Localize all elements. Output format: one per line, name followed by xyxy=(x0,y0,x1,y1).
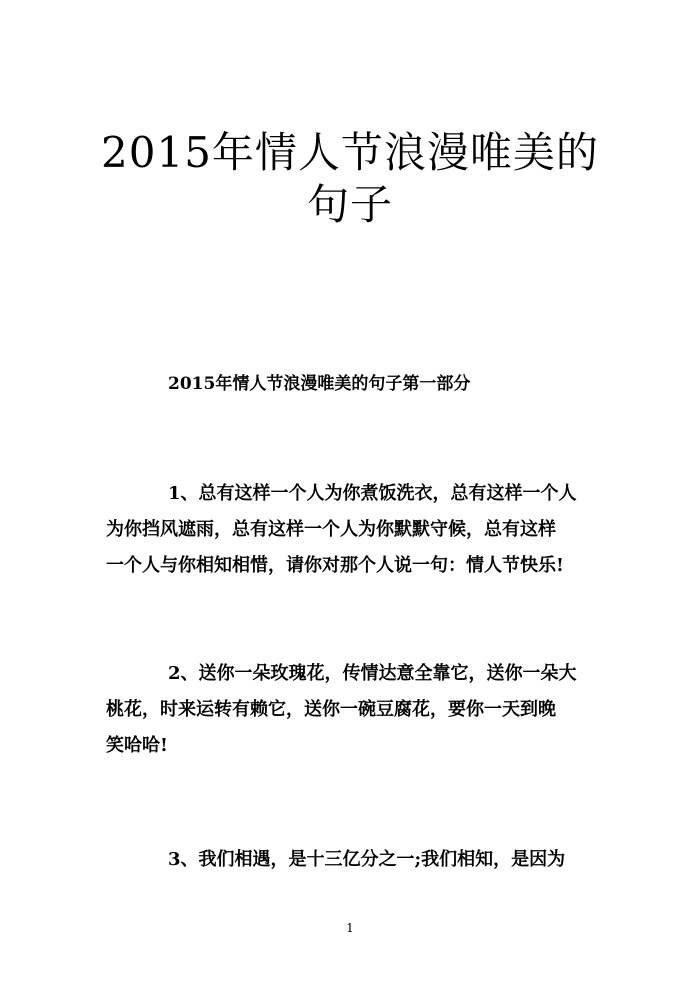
paragraph-line: 桃花，时来运转有赖它，送你一碗豆腐花，要你一天到晚 xyxy=(106,699,556,720)
document-title-line-2: 句子 xyxy=(306,180,393,229)
paragraph-line: 为你挡风遮雨，总有这样一个人为你默默守候，总有这样 xyxy=(106,519,556,540)
paragraph-line: 笑哈哈! xyxy=(106,735,168,756)
paragraph-1 xyxy=(106,476,598,584)
section-heading: 2015年情人节浪漫唯美的句子第一部分 xyxy=(168,374,471,394)
paragraph-line: 3、我们相遇，是十三亿分之一;我们相知，是因为 xyxy=(168,849,566,870)
paragraph-line: 1、总有这样一个人为你煮饭洗衣，总有这样一个人 xyxy=(168,483,577,504)
document-title-line-1: 2015年情人节浪漫唯美的 xyxy=(101,128,599,177)
paragraph-line: 2、送你一朵玫瑰花，传情达意全靠它，送你一朵大 xyxy=(168,663,577,684)
paragraph-3 xyxy=(106,842,598,878)
paragraph-2 xyxy=(106,656,598,764)
paragraph-line: 一个人与你相知相惜，请你对那个人说一句：情人节快乐! xyxy=(106,555,564,576)
page-number: 1 xyxy=(346,921,354,935)
